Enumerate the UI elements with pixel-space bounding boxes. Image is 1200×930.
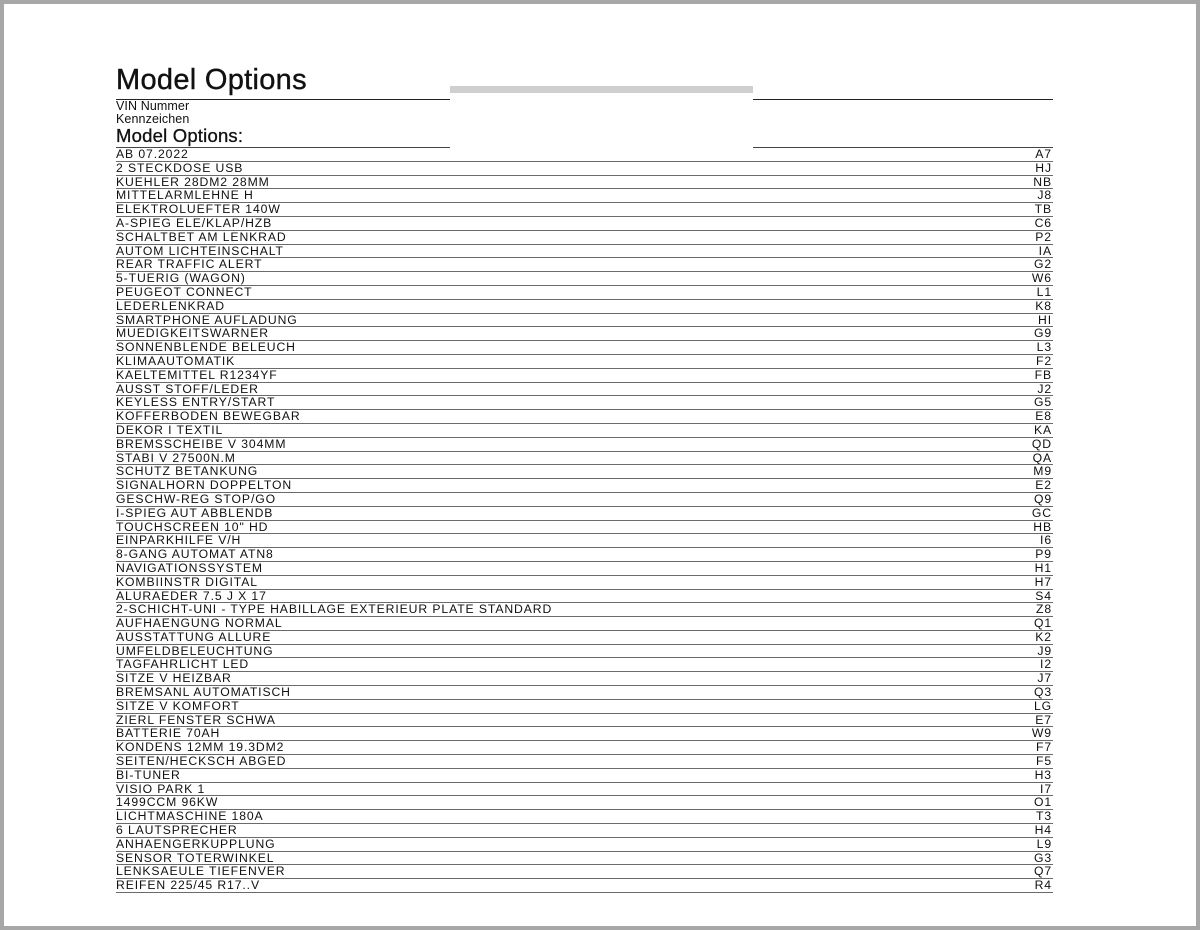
option-label: AUFHAENGUNG NORMAL [116,617,283,630]
plate-label: Kennzeichen [116,112,190,126]
option-label: SCHALTBET AM LENKRAD [116,230,287,244]
option-label: DEKOR I TEXTIL [116,423,224,437]
option-row [116,300,1053,314]
option-code: FB [1034,368,1052,382]
option-row [116,672,1053,686]
option-row [116,493,1053,507]
option-code: F5 [1035,755,1052,769]
option-label: 2 STECKDOSE USB [116,161,244,175]
option-label: KOMBIINSTR DIGITAL [116,575,258,589]
option-code: KA [1033,423,1052,437]
option-code: QA [1032,451,1052,465]
option-row [116,369,1053,383]
option-code: L1 [1036,285,1052,299]
option-label: KEYLESS ENTRY/START [116,396,276,410]
option-code: I7 [1040,782,1052,796]
option-row [116,783,1053,797]
option-label: AUSSTATTUNG ALLURE [116,630,272,644]
redaction-bar [450,86,753,93]
option-label: ZIERL FENSTER SCHWA [116,713,276,727]
option-code: GC [1031,506,1052,520]
option-code: F2 [1035,354,1052,368]
option-label: A-SPIEG ELE/KLAP/HZB [116,216,273,230]
option-row [116,741,1053,755]
option-row [116,327,1053,341]
option-label: MITTELARMLEHNE H [116,189,254,203]
option-row [116,438,1053,452]
option-label: BREMSANL AUTOMATISCH [116,686,291,699]
option-code: I2 [1040,658,1052,672]
option-code: E2 [1035,479,1052,493]
option-label: SITZE V KOMFORT [116,699,240,713]
option-row [116,341,1053,355]
option-row [116,617,1053,631]
option-label: 2-SCHICHT-UNI - TYPE HABILLAGE EXTERIEUR PLATE STANDARD [116,603,553,617]
option-label: KOFFERBODEN BEWEGBAR [116,410,301,423]
option-code: H3 [1034,768,1052,782]
option-label: 6 LAUTSPRECHER [116,824,238,837]
option-code: G9 [1033,327,1052,341]
option-label: SMARTPHONE AUFLADUNG [116,313,298,327]
option-row [116,562,1053,576]
option-code: IA [1038,244,1052,258]
option-row [116,534,1053,548]
option-row [116,838,1053,852]
option-row [116,189,1053,203]
option-label: AUTOM LICHTEINSCHALT [116,244,284,258]
option-label: 8-GANG AUTOMAT ATN8 [116,548,274,561]
option-label: SONNENBLENDE BELEUCH [116,341,296,354]
option-label: REIFEN 225/45 R17..V [116,879,260,893]
option-row [116,465,1053,479]
document-title: Model Options [116,64,307,96]
option-row [116,410,1053,424]
option-code: L9 [1036,837,1052,851]
option-label: TAGFAHRLICHT LED [116,658,250,672]
option-code: H7 [1034,575,1052,589]
option-label: KUEHLER 28DM2 28MM [116,175,270,189]
option-code: J2 [1037,382,1052,396]
option-code: J8 [1037,189,1052,203]
option-row [116,852,1053,866]
option-label: PEUGEOT CONNECT [116,285,253,299]
option-code: H4 [1034,824,1052,838]
option-row [116,576,1053,590]
option-row [116,755,1053,769]
option-code: S4 [1035,589,1052,603]
option-code: HJ [1035,161,1052,175]
option-label: BREMSSCHEIBE V 304MM [116,437,287,451]
option-label: AUSST STOFF/LEDER [116,382,259,396]
option-row [116,203,1053,217]
option-row [116,176,1053,190]
option-row [116,424,1053,438]
option-row [116,479,1053,493]
option-row [116,217,1053,231]
option-row [116,162,1053,176]
option-row [116,148,1053,162]
option-code: E7 [1035,713,1052,727]
option-row [116,258,1053,272]
option-code: C6 [1034,216,1052,230]
option-code: Q3 [1033,686,1052,700]
option-label: KLIMAAUTOMATIK [116,354,236,368]
option-row [116,686,1053,700]
option-label: ALURAEDER 7.5 J X 17 [116,589,267,603]
option-label: REAR TRAFFIC ALERT [116,258,263,272]
option-label: SCHUTZ BETANKUNG [116,465,259,479]
option-label: TOUCHSCREEN 10" HD [116,520,269,534]
option-code: HB [1033,520,1052,534]
option-label: LICHTMASCHINE 180A [116,810,264,824]
option-row [116,383,1053,397]
option-label: GESCHW-REG STOP/GO [116,492,276,506]
option-row [116,631,1053,645]
option-code: H1 [1034,561,1052,575]
option-row [116,396,1053,410]
option-label: UMFELDBELEUCHTUNG [116,644,274,658]
option-row [116,824,1053,838]
option-code: P9 [1035,548,1052,562]
option-label: I-SPIEG AUT ABBLENDB [116,506,274,520]
option-label: ANHAENGERKUPPLUNG [116,837,276,851]
option-code: K8 [1035,299,1052,313]
option-code: F7 [1035,741,1052,755]
option-code: I6 [1040,534,1052,548]
option-code: K2 [1035,630,1052,644]
option-code: P2 [1035,230,1052,244]
option-row [116,603,1053,617]
option-code: TB [1034,203,1052,217]
option-row [116,231,1053,245]
option-code: M9 [1033,465,1052,479]
option-label: MUEDIGKEITSWARNER [116,327,269,341]
option-code: G5 [1033,396,1052,410]
vin-label: VIN Nummer [116,99,190,113]
options-list [116,148,1053,893]
option-row [116,272,1053,286]
option-label: SITZE V HEIZBAR [116,672,232,686]
option-row [116,521,1053,535]
option-row [116,245,1053,259]
document-page [116,64,1053,893]
option-code: G2 [1033,258,1052,272]
option-code: W6 [1031,272,1052,286]
redacted-area [450,84,753,148]
option-code: R4 [1034,879,1052,893]
option-row [116,286,1053,300]
option-code: L3 [1036,341,1052,355]
option-label: 1499CCM 96KW [116,796,219,810]
option-label: KONDENS 12MM 19.3DM2 [116,741,285,755]
option-code: Z8 [1035,603,1052,617]
option-row [116,590,1053,604]
option-code: Q9 [1033,492,1052,506]
option-row [116,865,1053,879]
option-code: J7 [1037,672,1052,686]
option-row [116,507,1053,521]
option-row [116,658,1053,672]
option-row [116,452,1053,466]
option-code: QD [1031,437,1052,451]
option-label: SEITEN/HECKSCH ABGED [116,755,287,768]
option-code: G3 [1033,851,1052,865]
option-row [116,879,1053,893]
option-label: 5-TUERIG (WAGON) [116,272,246,285]
options-subtitle: Model Options: [116,126,1053,148]
option-label: SIGNALHORN DOPPELTON [116,479,293,492]
option-row [116,727,1053,741]
option-row [116,700,1053,714]
option-label: STABI V 27500N.M [116,451,236,465]
option-code: J9 [1037,644,1052,658]
option-code: Q1 [1033,617,1052,631]
option-code: Q7 [1033,865,1052,879]
option-code: E8 [1035,410,1052,424]
option-code: O1 [1033,796,1052,810]
option-label: ELEKTROLUEFTER 140W [116,203,281,216]
option-label: KAELTEMITTEL R1234YF [116,368,278,382]
option-label: BI-TUNER [116,768,181,782]
option-row [116,314,1053,328]
option-label: EINPARKHILFE V/H [116,534,242,548]
option-label: LEDERLENKRAD [116,299,226,313]
option-label: NAVIGATIONSSYSTEM [116,561,263,575]
option-label: BATTERIE 70AH [116,727,221,741]
option-label: LENKSAEULE TIEFENVER [116,865,286,879]
option-code: A7 [1035,148,1052,161]
option-row [116,645,1053,659]
option-code: T3 [1035,810,1052,824]
option-code: HI [1038,313,1052,327]
option-label: VISIO PARK 1 [116,782,206,796]
option-row [116,769,1053,783]
option-code: W9 [1031,727,1052,741]
option-row [116,810,1053,824]
option-code: LG [1033,699,1052,713]
option-label: AB 07.2022 [116,148,189,161]
option-row [116,548,1053,562]
option-row [116,796,1053,810]
option-label: SENSOR TOTERWINKEL [116,851,275,865]
option-code: NB [1033,175,1052,189]
option-row [116,355,1053,369]
option-row [116,714,1053,728]
